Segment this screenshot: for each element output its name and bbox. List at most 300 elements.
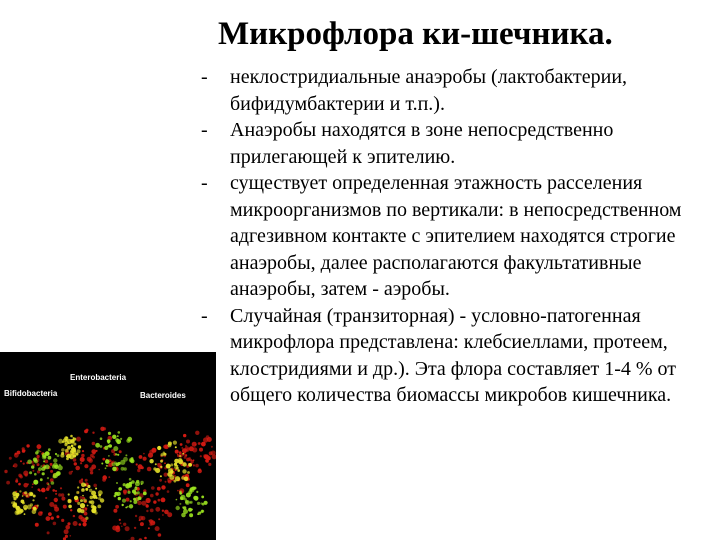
micrograph-dot <box>96 497 98 499</box>
micrograph-dot <box>34 508 37 511</box>
micrograph-dot <box>185 445 187 447</box>
micrograph-dot <box>183 434 186 437</box>
micrograph-dot <box>23 483 28 488</box>
micrograph-dot <box>115 453 117 455</box>
micrograph-dot <box>108 476 110 478</box>
micrograph-dot <box>77 502 80 505</box>
micrograph-dot <box>81 478 83 480</box>
micrograph-dot <box>90 496 94 500</box>
micrograph-dot <box>127 491 130 494</box>
micrograph-dot <box>95 488 97 490</box>
micrograph-dot <box>95 443 100 448</box>
micrograph-dot <box>48 456 52 460</box>
micrograph-dot <box>201 510 204 513</box>
micrograph-dot <box>65 449 69 453</box>
micrograph-dot <box>35 523 39 527</box>
micrograph-dot <box>40 465 42 467</box>
micrograph-dot <box>192 447 197 452</box>
micrograph-dot <box>143 492 147 496</box>
micrograph-dot <box>177 454 179 456</box>
micrograph-dot <box>146 498 151 503</box>
micrograph-dot <box>37 444 42 449</box>
micrograph-dot <box>65 535 68 538</box>
micrograph-dot <box>181 513 186 518</box>
micrograph-dot <box>158 518 160 520</box>
micrograph-dot <box>197 502 200 505</box>
label-bifidobacteria: Bifidobacteria <box>4 389 58 398</box>
micrograph-dot <box>140 481 143 484</box>
micrograph-dot <box>85 517 88 520</box>
micrograph-dot <box>92 442 96 446</box>
micrograph-dot <box>50 463 53 466</box>
micrograph-dot <box>61 497 65 501</box>
micrograph-dot <box>40 478 43 481</box>
micrograph-dot <box>91 449 96 454</box>
micrograph-dot <box>26 444 29 447</box>
micrograph-dot <box>149 459 153 463</box>
micrograph-dot <box>54 507 59 512</box>
micrograph-dot <box>193 459 195 461</box>
micrograph-dot <box>113 446 118 451</box>
micrograph-dot <box>70 435 73 438</box>
micrograph-dot <box>161 485 165 489</box>
micrograph-dot <box>4 470 7 473</box>
micrograph-dot <box>135 515 137 517</box>
micrograph-dot <box>153 500 156 503</box>
micrograph-dot <box>115 505 119 509</box>
micrograph-dot <box>150 494 154 498</box>
micrograph-dot <box>19 490 21 492</box>
bullet-text: Случайная (транзиторная) - условно-патогенная микрофлора представлена: клебсиеллами, протеем, клостридиями и др.). Эта флора составляет 1-4 % от общего количества биомассы микробов кишечника. <box>230 304 677 406</box>
micrograph-dot <box>108 455 110 457</box>
micrograph-dot <box>121 526 123 528</box>
micrograph-dot <box>84 512 88 516</box>
micrograph-dot <box>81 454 85 458</box>
micrograph-dot <box>66 455 68 457</box>
micrograph-dot <box>112 462 116 466</box>
micrograph-dot <box>49 502 54 507</box>
micrograph-dot <box>193 496 197 500</box>
micrograph-dot <box>84 484 86 486</box>
micrograph-dot <box>76 437 81 442</box>
micrograph-dot <box>184 477 189 482</box>
micrograph-dot <box>16 497 18 499</box>
micrograph-dot <box>201 442 206 447</box>
micrograph-dot <box>51 481 55 485</box>
micrograph-dot <box>148 453 153 458</box>
micrograph-dot <box>27 505 32 510</box>
micrograph-dot <box>136 463 138 465</box>
micrograph-dot <box>89 501 92 504</box>
micrograph-dot <box>40 451 42 453</box>
micrograph-dot <box>71 445 74 448</box>
micrograph-dot <box>176 467 179 470</box>
micrograph-dot <box>9 457 12 460</box>
micrograph-dot <box>117 454 119 456</box>
micrograph-dot <box>118 431 121 434</box>
micrograph-dot <box>193 464 195 466</box>
micrograph-dot <box>169 475 174 480</box>
micrograph-dot <box>27 460 32 465</box>
micrograph-dot <box>178 459 183 464</box>
micrograph-dot <box>157 487 161 491</box>
micrograph-dot <box>84 464 88 468</box>
micrograph-dot <box>38 467 42 471</box>
micrograph-dot <box>60 454 64 458</box>
micrograph-dot <box>61 448 65 452</box>
micrograph-dot <box>51 517 54 520</box>
micrograph-dot <box>80 457 85 462</box>
micrograph-dot <box>102 458 105 461</box>
micrograph-dot <box>165 481 167 483</box>
micrograph-dot <box>107 445 109 447</box>
micrograph-dot <box>73 454 76 457</box>
micrograph-dot <box>139 516 144 521</box>
micrograph-dot <box>74 496 78 500</box>
micrograph-dot <box>130 459 134 463</box>
micrograph-dot <box>167 490 170 493</box>
micrograph-dot <box>32 483 34 485</box>
micrograph-dot <box>42 453 47 458</box>
micrograph-dot <box>68 493 70 495</box>
micrograph-dot <box>35 451 38 454</box>
micrograph-dot <box>37 463 40 466</box>
micrograph-dot <box>13 502 17 506</box>
micrograph-dot <box>55 490 57 492</box>
micrograph-dot <box>135 497 139 501</box>
micrograph-dot <box>146 510 148 512</box>
micrograph-dot <box>120 438 122 440</box>
micrograph-dot <box>73 449 76 452</box>
micrograph-dot <box>162 510 164 512</box>
bullet-text: существует определенная этажность расселения микроорганизмов по вертикали: в непосредственном адгезивном контакте с эпителием находятся строгие анаэробы, далее располагаются факультативные анаэробы, затем - аэробы. <box>230 172 682 300</box>
micrograph-dot <box>144 537 147 540</box>
micrograph-dot <box>137 469 140 472</box>
micrograph-dot <box>190 502 192 504</box>
micrograph-dot <box>147 467 152 472</box>
micrograph-dot <box>139 455 143 459</box>
micrograph-dot <box>78 515 82 519</box>
micrograph-dot <box>20 509 24 513</box>
micrograph-dot <box>135 486 137 488</box>
micrograph-dot <box>182 469 186 473</box>
micrograph-dot <box>198 468 201 471</box>
micrograph-dot <box>150 509 154 513</box>
micrograph-dot <box>105 459 110 464</box>
micrograph-dot <box>166 464 171 469</box>
micrograph-dot <box>164 453 167 456</box>
micrograph-dot <box>91 464 96 469</box>
micrograph-dot <box>143 453 145 455</box>
micrograph-dot <box>76 491 79 494</box>
micrograph-dot <box>179 492 182 495</box>
micrograph-dot <box>188 508 192 512</box>
micrograph-dot <box>82 450 84 452</box>
micrograph-dot <box>78 445 81 448</box>
micrograph-dot <box>65 525 70 530</box>
micrograph-dot <box>85 508 87 510</box>
micrograph-dot <box>207 457 211 461</box>
micrograph-dot <box>85 479 88 482</box>
micrograph-dot <box>100 427 104 431</box>
micrograph-dot <box>140 522 144 526</box>
micrograph-dot <box>71 471 73 473</box>
micrograph-dot <box>188 463 192 467</box>
micrograph-dot <box>120 460 125 465</box>
micrograph-dot <box>160 460 163 463</box>
bullet-marker: - <box>201 304 208 327</box>
micrograph-dot <box>209 451 213 455</box>
micrograph-dot <box>177 450 179 452</box>
micrograph-dot <box>195 431 199 435</box>
bullet-item <box>195 303 710 409</box>
micrograph-dot <box>25 473 28 476</box>
micrograph-dot <box>23 463 25 465</box>
micrograph-dot <box>157 446 161 450</box>
micrograph-dot <box>100 437 103 440</box>
micrograph-dot <box>48 512 52 516</box>
micrograph-dot <box>37 455 40 458</box>
micrograph-dot <box>186 440 190 444</box>
micrograph-dot <box>70 439 74 443</box>
micrograph-dot <box>173 441 177 445</box>
micrograph-dot <box>64 529 69 534</box>
micrograph-dot <box>105 467 107 469</box>
micrograph-dot <box>97 505 101 509</box>
micrograph-dot <box>182 453 184 455</box>
micrograph-dot <box>84 430 88 434</box>
bullet-text: неклостридиальные анаэробы (лактобактерии, бифидумбактерии и т.п.). <box>230 66 628 115</box>
micrograph-dot <box>11 501 14 504</box>
micrograph-dot <box>48 448 51 451</box>
micrograph-dot <box>129 504 133 508</box>
micrograph-dot <box>87 457 92 462</box>
micrograph-dot <box>119 450 122 453</box>
bullet-marker: - <box>201 172 208 194</box>
micrograph-dot <box>80 496 83 499</box>
micrograph-dot <box>187 471 190 474</box>
slide-title: Микрофлора ки-шечника. <box>218 16 613 52</box>
bullet-item <box>195 170 710 303</box>
micrograph-dot <box>181 476 184 479</box>
micrograph-dot <box>56 515 59 518</box>
micrograph-dot <box>155 526 160 531</box>
micrograph-dot <box>161 453 164 456</box>
bacteria-micrograph <box>0 352 216 540</box>
micrograph-dot <box>80 499 83 502</box>
micrograph-dot <box>85 520 87 522</box>
micrograph-dot <box>129 478 132 481</box>
micrograph-dot <box>196 491 198 493</box>
micrograph-dot <box>73 521 78 526</box>
micrograph-dot <box>162 514 164 516</box>
micrograph-dot <box>123 483 126 486</box>
micrograph-dot <box>93 484 97 488</box>
micrograph-dot <box>53 522 57 526</box>
micrograph-dot <box>53 473 58 478</box>
micrograph-dot <box>63 505 67 509</box>
micrograph-dot <box>168 442 172 446</box>
micrograph-dot <box>42 472 45 475</box>
micrograph-dot <box>98 469 100 471</box>
micrograph-dot <box>87 485 90 488</box>
label-bacteroides: Bacteroides <box>140 391 186 400</box>
micrograph-dot <box>93 506 97 510</box>
micrograph-dot <box>181 447 183 449</box>
micrograph-dot <box>198 512 201 515</box>
micrograph-dot <box>112 435 116 439</box>
micrograph-dot <box>114 495 117 498</box>
micrograph-dot <box>18 483 21 486</box>
micrograph-dot <box>179 455 181 457</box>
micrograph-dot <box>163 445 167 449</box>
micrograph-dot <box>87 505 89 507</box>
micrograph-dot <box>98 497 101 500</box>
micrograph-dot <box>155 463 157 465</box>
micrograph-dot <box>186 448 189 451</box>
micrograph-dot <box>158 499 161 502</box>
micrograph-dot <box>125 454 127 456</box>
micrograph-dot <box>127 437 132 442</box>
micrograph-dot <box>123 490 127 494</box>
micrograph-dot <box>37 505 39 507</box>
micrograph-dot <box>211 446 213 448</box>
micrograph-dot <box>180 497 184 501</box>
micrograph-dot <box>134 527 136 529</box>
micrograph-dot <box>98 490 103 495</box>
micrograph-dot <box>125 526 130 531</box>
micrograph-dot <box>58 439 63 444</box>
micrograph-dot <box>119 519 121 521</box>
micrograph-dot <box>130 500 132 502</box>
micrograph-dot <box>61 493 65 497</box>
micrograph-dot <box>176 506 180 510</box>
micrograph-dot <box>31 465 34 468</box>
micrograph-dot <box>137 501 142 506</box>
micrograph-dot <box>32 499 34 501</box>
micrograph-dot <box>31 486 33 488</box>
micrograph-dot <box>170 463 173 466</box>
micrograph-dot <box>108 440 111 443</box>
micrograph-dot <box>182 506 184 508</box>
micrograph-dot <box>122 499 126 503</box>
micrograph-dot <box>155 468 160 473</box>
micrograph-dot <box>208 463 211 466</box>
micrograph-dot <box>182 448 187 453</box>
micrograph-dot <box>106 465 108 467</box>
micrograph-dot <box>176 499 178 501</box>
micrograph-dot <box>177 469 180 472</box>
micrograph-dot <box>117 492 121 496</box>
micrograph-dot <box>80 503 85 508</box>
micrograph-dot <box>47 531 50 534</box>
micrograph-dot <box>15 453 17 455</box>
micrograph-dot <box>199 448 203 452</box>
micrograph-dot <box>118 497 121 500</box>
micrograph-dot <box>75 466 80 471</box>
micrograph-dot <box>34 473 37 476</box>
micrograph-dot <box>81 488 85 492</box>
micrograph-dot <box>55 500 57 502</box>
micrograph-dot <box>73 515 75 517</box>
micrograph-dot <box>89 489 92 492</box>
micrograph-dot <box>85 488 88 491</box>
micrograph-dot <box>74 462 77 465</box>
micrograph-dot <box>70 535 72 537</box>
micrograph-dot <box>164 473 168 477</box>
micrograph-dot <box>189 513 193 517</box>
micrograph-dot <box>50 470 53 473</box>
micrograph-dot <box>71 452 73 454</box>
micrograph-dot <box>116 482 118 484</box>
micrograph-dot <box>129 482 132 485</box>
micrograph-dot <box>200 455 202 457</box>
micrograph-dot <box>90 471 93 474</box>
micrograph-dot <box>34 459 38 463</box>
micrograph-dot <box>6 481 10 485</box>
micrograph-dot <box>161 498 166 503</box>
micrograph-dot <box>137 491 140 494</box>
micrograph-dot <box>32 470 34 472</box>
micrograph-dot <box>118 487 122 491</box>
micrograph-dot <box>80 509 84 513</box>
bullet-marker: - <box>201 119 208 141</box>
micrograph-dot <box>180 443 183 446</box>
micrograph-dot <box>53 463 58 468</box>
micrograph-dot <box>21 500 25 504</box>
micrograph-dot <box>22 447 25 450</box>
micrograph-dot <box>185 455 187 457</box>
micrograph-dot <box>195 464 199 468</box>
micrograph-dot <box>57 454 60 457</box>
bullet-text: Анаэробы находятся в зоне непосредственно прилегающей к эпителию. <box>230 119 614 168</box>
micrograph-dot <box>29 492 34 497</box>
micrograph-dot <box>113 509 117 513</box>
micrograph-dot <box>52 489 55 492</box>
micrograph-dot <box>153 522 155 524</box>
micrograph-dot <box>164 462 166 464</box>
micrograph-dot <box>83 499 87 503</box>
micrograph-dot <box>117 435 119 437</box>
micrograph-dot <box>152 448 157 453</box>
micrograph-dot <box>116 439 121 444</box>
micrograph-dot <box>155 507 160 512</box>
micrograph-dot <box>102 478 106 482</box>
micrograph-dot <box>41 488 46 493</box>
micrograph-dot <box>160 475 162 477</box>
micrograph-dot <box>96 450 98 452</box>
micrograph-dot <box>120 522 122 524</box>
micrograph-dot <box>158 533 162 537</box>
micrograph-dot <box>46 488 49 491</box>
micrograph-dot <box>83 522 87 526</box>
bullet-item <box>195 64 710 117</box>
micrograph-dot <box>139 497 141 499</box>
micrograph-dot <box>116 525 120 529</box>
micrograph-dot <box>38 511 43 516</box>
bullet-list <box>195 64 710 409</box>
micrograph-dot <box>160 466 162 468</box>
micrograph-dot <box>55 453 57 455</box>
micrograph-dot <box>146 504 149 507</box>
micrograph-dot <box>198 442 201 445</box>
micrograph-dot <box>46 516 51 521</box>
micrograph-dot <box>79 523 82 526</box>
micrograph-dot <box>159 479 162 482</box>
micrograph-dot <box>65 440 69 444</box>
micrograph-dot <box>123 523 126 526</box>
micrograph-dot <box>22 495 24 497</box>
